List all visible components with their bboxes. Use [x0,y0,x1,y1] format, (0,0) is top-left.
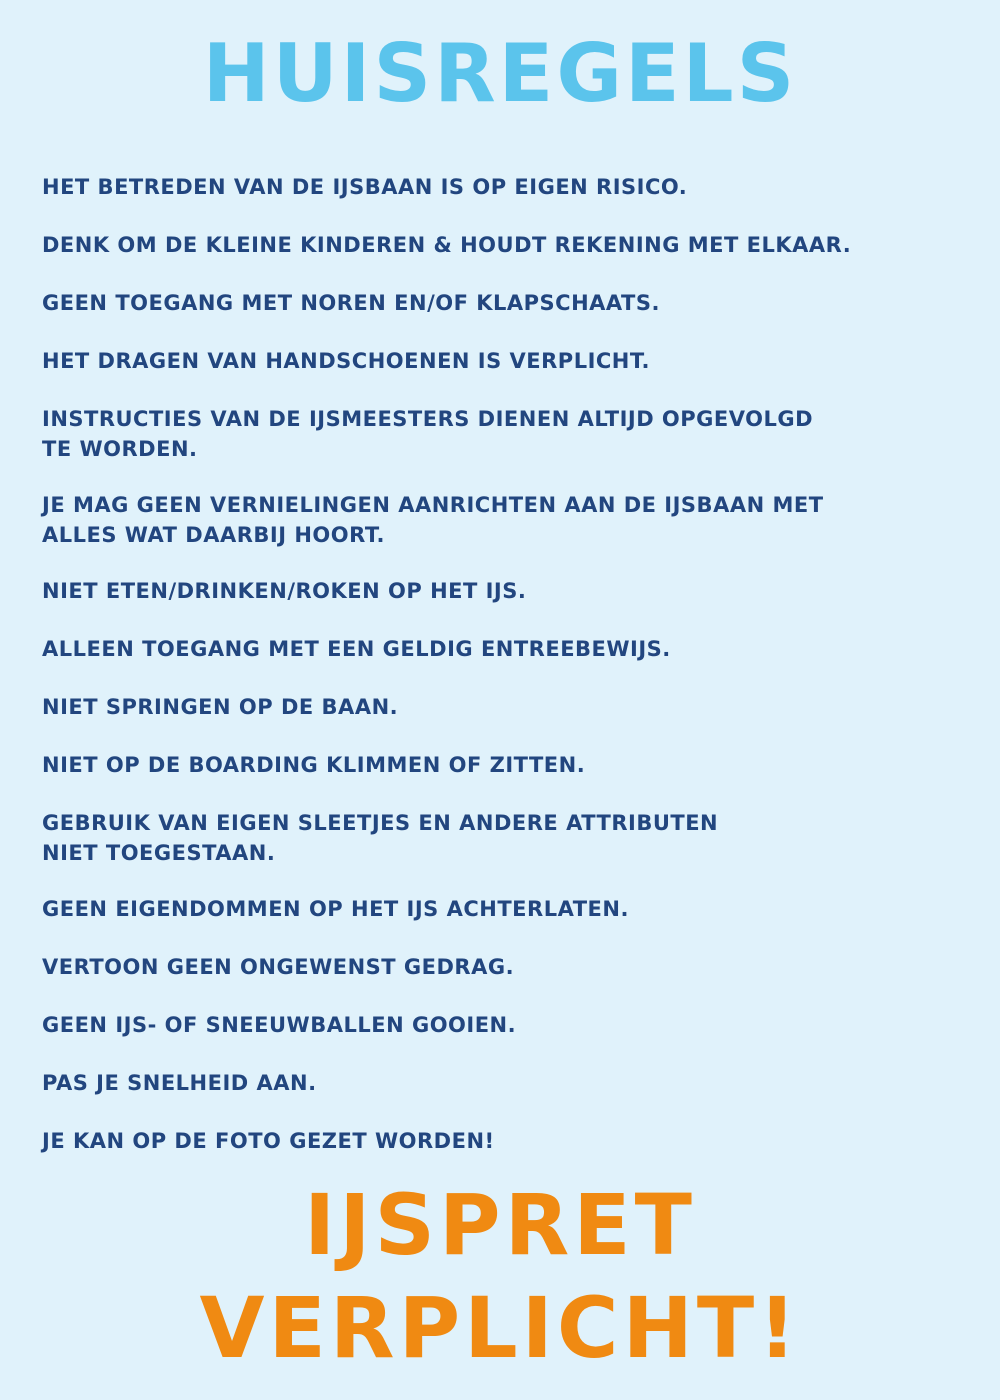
rule-item [42,808,962,868]
rule-item [42,1068,962,1098]
rule-line: NIET TOEGESTAAN. [42,841,276,865]
rule-line: ALLES WAT DAARBIJ HOORT. [42,523,385,547]
slogan-line-2: VERPLICHT! [199,1279,801,1377]
rule-item [42,404,962,464]
rule-line: GEEN EIGENDOMMEN OP HET IJS ACHTERLATEN. [42,897,629,921]
rule-line: VERTOON GEEN ONGEWENST GEDRAG. [42,955,515,979]
rule-line: HET BETREDEN VAN DE IJSBAAN IS OP EIGEN RISICO. [42,175,688,199]
rule-item [42,346,962,376]
rule-line: DENK OM DE KLEINE KINDEREN & HOUDT REKENING MET ELKAAR. [42,233,852,257]
rule-line: NIET ETEN/DRINKEN/ROKEN OP HET IJS. [42,579,527,603]
rule-line: PAS JE SNELHEID AAN. [42,1071,317,1095]
rule-item [42,952,962,982]
rule-item [42,1010,962,1040]
rule-item [42,1126,962,1156]
rule-line: ALLEEN TOEGANG MET EEN GELDIG ENTREEBEWIJS. [42,637,671,661]
rule-line: NIET SPRINGEN OP DE BAAN. [42,695,399,719]
rule-item [42,750,962,780]
rule-line: JE MAG GEEN VERNIELINGEN AANRICHTEN AAN DE IJSBAAN MET [42,493,824,517]
rule-item [42,634,962,664]
slogan-line-1: IJSPRET [304,1176,696,1274]
rule-item [42,490,962,550]
page-title: HUISREGELS [202,27,798,120]
rule-item [42,894,962,924]
rule-item [42,230,962,260]
rule-item [42,692,962,722]
rule-line: INSTRUCTIES VAN DE IJSMEESTERS DIENEN ALTIJD OPGEVOLGD [42,407,814,431]
rule-line: GEBRUIK VAN EIGEN SLEETJES EN ANDERE ATTRIBUTEN [42,811,719,835]
rule-item [42,288,962,318]
rule-line: JE KAN OP DE FOTO GEZET WORDEN! [42,1129,495,1153]
rule-line: TE WORDEN. [42,437,198,461]
rule-line: NIET OP DE BOARDING KLIMMEN OF ZITTEN. [42,753,586,777]
rule-line: HET DRAGEN VAN HANDSCHOENEN IS VERPLICHT. [42,349,650,373]
rule-line: GEEN TOEGANG MET NOREN EN/OF KLAPSCHAATS. [42,291,660,315]
rule-item [42,172,962,202]
rule-line: GEEN IJS- OF SNEEUWBALLEN GOOIEN. [42,1013,517,1037]
rule-item [42,576,962,606]
rules-list [42,172,962,1156]
